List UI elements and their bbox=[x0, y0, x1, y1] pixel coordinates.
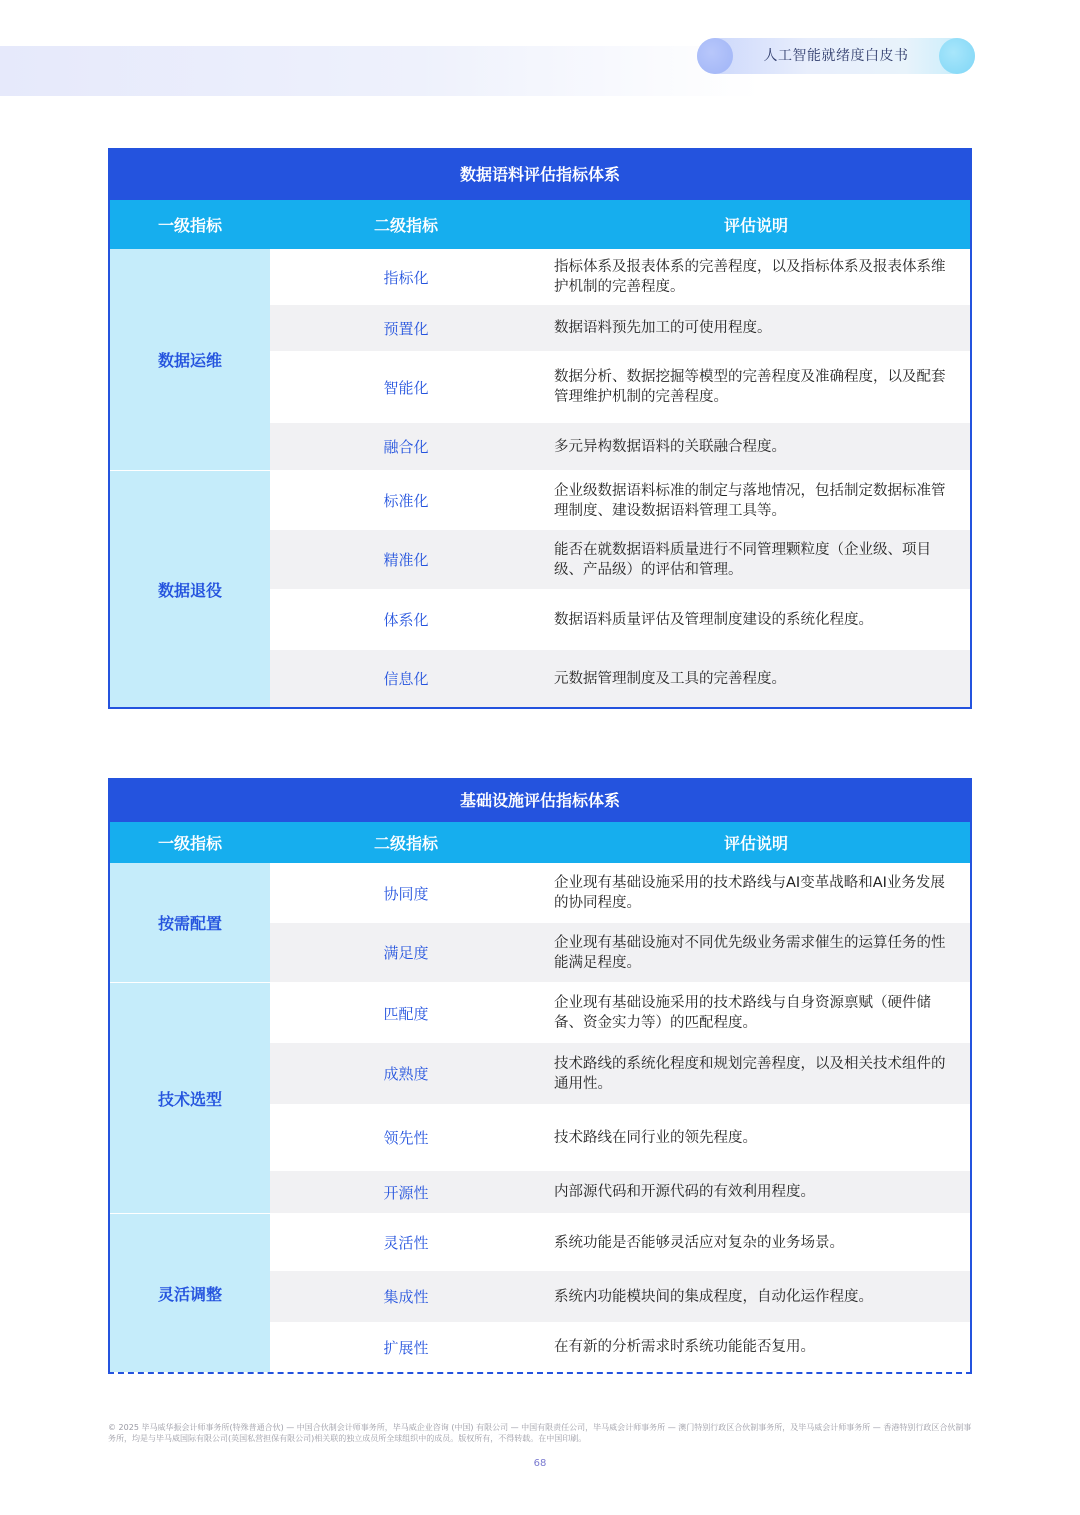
copyright-note: © 2025 毕马威华振会计师事务所(特殊普通合伙) — 中国合伙制会计师事务所，毕马威企业咨询 (中国) 有限公司 — 中国有限责任公司，毕马威会计师事务所 — 澳门特别行政区合伙制事务所，及毕马威会计师事务所 — 香港特别行政区合伙制事务所，均是与毕马威国际有限公司(英国私营担保有限公司)相关联的独立成员所全球组织中的成员。版权所有，不得转载。在中国印刷。 bbox=[108, 1423, 972, 1443]
sub-indicator: 匹配度 bbox=[383, 1004, 429, 1023]
indicator-description: 技术路线在同行业的领先程度。 bbox=[554, 1129, 757, 1146]
header-description: 评估说明 bbox=[723, 216, 788, 235]
group-label: 技术选型 bbox=[110, 983, 270, 1213]
table-row bbox=[270, 650, 970, 707]
indicator-description: 企业级数据语料标准的制定与落地情况，包括制定数据标准管理制度、建设数据语料管理工具等。 bbox=[554, 482, 946, 519]
header-level1: 一级指标 bbox=[157, 834, 222, 853]
table-row bbox=[270, 1104, 970, 1171]
table-row bbox=[270, 249, 970, 305]
group-tech-selection bbox=[110, 982, 970, 1213]
group-data-retirement bbox=[110, 470, 970, 707]
table-row bbox=[270, 863, 970, 923]
header-level2: 二级指标 bbox=[373, 216, 438, 235]
sub-indicator: 体系化 bbox=[383, 611, 429, 629]
sub-indicator: 标准化 bbox=[383, 492, 429, 510]
indicator-description: 内部源代码和开源代码的有效利用程度。 bbox=[554, 1184, 815, 1200]
table-row bbox=[270, 1043, 970, 1104]
table-row bbox=[270, 1271, 970, 1322]
table-header-row bbox=[110, 200, 970, 249]
group-label: 数据退役 bbox=[110, 471, 270, 707]
table-row bbox=[270, 305, 970, 351]
data-corpus-table bbox=[108, 148, 972, 709]
table-header-row bbox=[110, 822, 970, 863]
indicator-description: 在有新的分析需求时系统功能能否复用。 bbox=[554, 1339, 815, 1355]
sub-indicator: 精准化 bbox=[383, 551, 429, 569]
indicator-description: 指标体系及报表体系的完善程度，以及指标体系及报表体系维护机制的完善程度。 bbox=[554, 259, 946, 295]
sub-indicator: 指标化 bbox=[383, 268, 429, 287]
group-label: 按需配置 bbox=[110, 863, 270, 982]
sub-indicator: 融合化 bbox=[383, 438, 429, 456]
indicator-description: 系统功能是否能够灵活应对复杂的业务场景。 bbox=[554, 1234, 844, 1251]
indicator-description: 企业现有基础设施采用的技术路线与自身资源禀赋（硬件储备、资金实力等）的匹配程度。 bbox=[554, 995, 931, 1031]
group-label: 数据运维 bbox=[110, 249, 270, 470]
header-pill bbox=[697, 38, 975, 74]
indicator-description: 多元异构数据语料的关联融合程度。 bbox=[554, 438, 786, 455]
document-title: 人工智能就绪度白皮书 bbox=[763, 48, 909, 64]
infrastructure-table bbox=[108, 778, 972, 1374]
header-level1: 一级指标 bbox=[157, 216, 222, 235]
header-decor-band bbox=[0, 46, 760, 96]
table-row bbox=[270, 1322, 970, 1372]
header-level2: 二级指标 bbox=[373, 834, 438, 853]
indicator-description: 元数据管理制度及工具的完善程度。 bbox=[554, 670, 786, 687]
table-title: 数据语料评估指标体系 bbox=[110, 150, 970, 200]
table-row bbox=[270, 351, 970, 423]
table-row bbox=[270, 471, 970, 530]
table-row bbox=[270, 923, 970, 982]
table-row bbox=[270, 1214, 970, 1271]
indicator-description: 数据语料质量评估及管理制度建设的系统化程度。 bbox=[554, 611, 873, 628]
sub-indicator: 成熟度 bbox=[383, 1065, 429, 1083]
group-data-ops bbox=[110, 249, 970, 470]
table-row bbox=[270, 1171, 970, 1213]
group-label: 灵活调整 bbox=[110, 1214, 270, 1372]
indicator-description: 企业现有基础设施对不同优先级业务需求催生的运算任务的性能满足程度。 bbox=[554, 934, 946, 971]
sub-indicator: 扩展性 bbox=[383, 1338, 429, 1357]
sub-indicator: 集成性 bbox=[383, 1288, 429, 1306]
sub-indicator: 信息化 bbox=[383, 670, 429, 688]
group-on-demand bbox=[110, 863, 970, 982]
indicator-description: 数据语料预先加工的可使用程度。 bbox=[554, 320, 772, 336]
table-title: 基础设施评估指标体系 bbox=[110, 780, 970, 822]
sub-indicator: 预置化 bbox=[383, 319, 429, 338]
sub-indicator: 灵活性 bbox=[383, 1234, 429, 1252]
indicator-description: 数据分析、数据挖掘等模型的完善程度及准确程度，以及配套管理维护机制的完善程度。 bbox=[554, 369, 946, 405]
table-row bbox=[270, 589, 970, 650]
page-number: 68 bbox=[533, 1458, 547, 1469]
header-description: 评估说明 bbox=[723, 834, 788, 853]
table-row bbox=[270, 423, 970, 470]
sub-indicator: 协同度 bbox=[383, 884, 429, 903]
sub-indicator: 智能化 bbox=[383, 378, 429, 397]
indicator-description: 企业现有基础设施采用的技术路线与AI变革战略和AI业务发展的协同程度。 bbox=[554, 875, 945, 911]
indicator-description: 能否在就数据语料质量进行不同管理颗粒度（企业级、项目级、产品级）的评估和管理。 bbox=[554, 541, 931, 578]
group-flexible-adjustment bbox=[110, 1213, 970, 1372]
table-row bbox=[270, 983, 970, 1043]
indicator-description: 技术路线的系统化程度和规划完善程度，以及相关技术组件的通用性。 bbox=[554, 1055, 946, 1092]
sub-indicator: 开源性 bbox=[383, 1183, 429, 1202]
sub-indicator: 满足度 bbox=[383, 944, 429, 962]
sub-indicator: 领先性 bbox=[383, 1129, 429, 1147]
indicator-description: 系统内功能模块间的集成程度，自动化运作程度。 bbox=[554, 1288, 873, 1305]
table-row bbox=[270, 530, 970, 589]
